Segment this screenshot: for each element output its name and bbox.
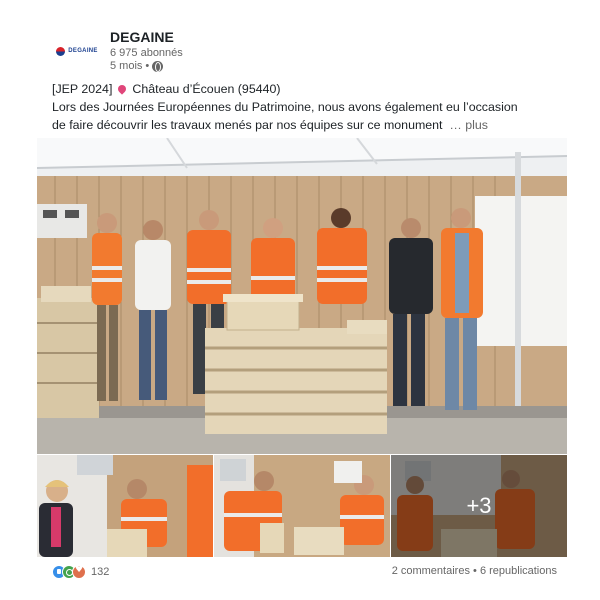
comments-count[interactable]: 2 commentaires (391, 565, 470, 577)
reactions-summary[interactable] (52, 565, 109, 579)
location-pin-icon (117, 83, 128, 94)
post-age: 5 mois (110, 60, 143, 72)
reaction-count: 132 (91, 566, 110, 578)
company-name[interactable]: DEGAINE (110, 29, 174, 45)
follower-count: 6 975 abonnés (110, 47, 183, 59)
post-line-3 (52, 116, 572, 134)
love-icon (72, 565, 86, 579)
separator-dot: • (145, 60, 150, 72)
post-header (50, 28, 570, 76)
photo-thumbnail-1[interactable] (37, 455, 213, 557)
photo-thumbnail-3[interactable] (391, 455, 567, 557)
engagement-stats (392, 565, 557, 577)
globe-icon (152, 61, 163, 72)
main-photo[interactable] (37, 138, 567, 454)
reposts-count[interactable]: 6 republications (479, 565, 557, 577)
more-photos-overlay[interactable]: +3 (391, 455, 567, 557)
stats-separator: • (473, 565, 477, 577)
team-photo-illustration (37, 138, 567, 454)
post-body (52, 80, 572, 134)
post-line-2: Lors des Journées Européennes du Patrimoine, nous avons également eu l’occasion (52, 100, 518, 114)
post-time (110, 60, 163, 72)
photo-thumbnail-2[interactable] (214, 455, 390, 557)
location-text: Château d’Écouen (95440) (132, 82, 281, 96)
logo-dot-icon (56, 47, 65, 56)
event-tag: [JEP 2024] (52, 82, 113, 96)
thumbnail-2-illustration (214, 455, 390, 557)
thumbnail-1-illustration (37, 455, 213, 557)
post-line-3-text: de faire découvrir les travaux menés par nos équipes sur ce monument (52, 118, 443, 132)
see-more-link[interactable]: … plus (449, 118, 488, 132)
social-counts-bar (52, 565, 557, 583)
post-line-1 (52, 80, 572, 98)
company-logo[interactable] (50, 34, 104, 68)
logo-text: DEGAINE (68, 48, 98, 54)
